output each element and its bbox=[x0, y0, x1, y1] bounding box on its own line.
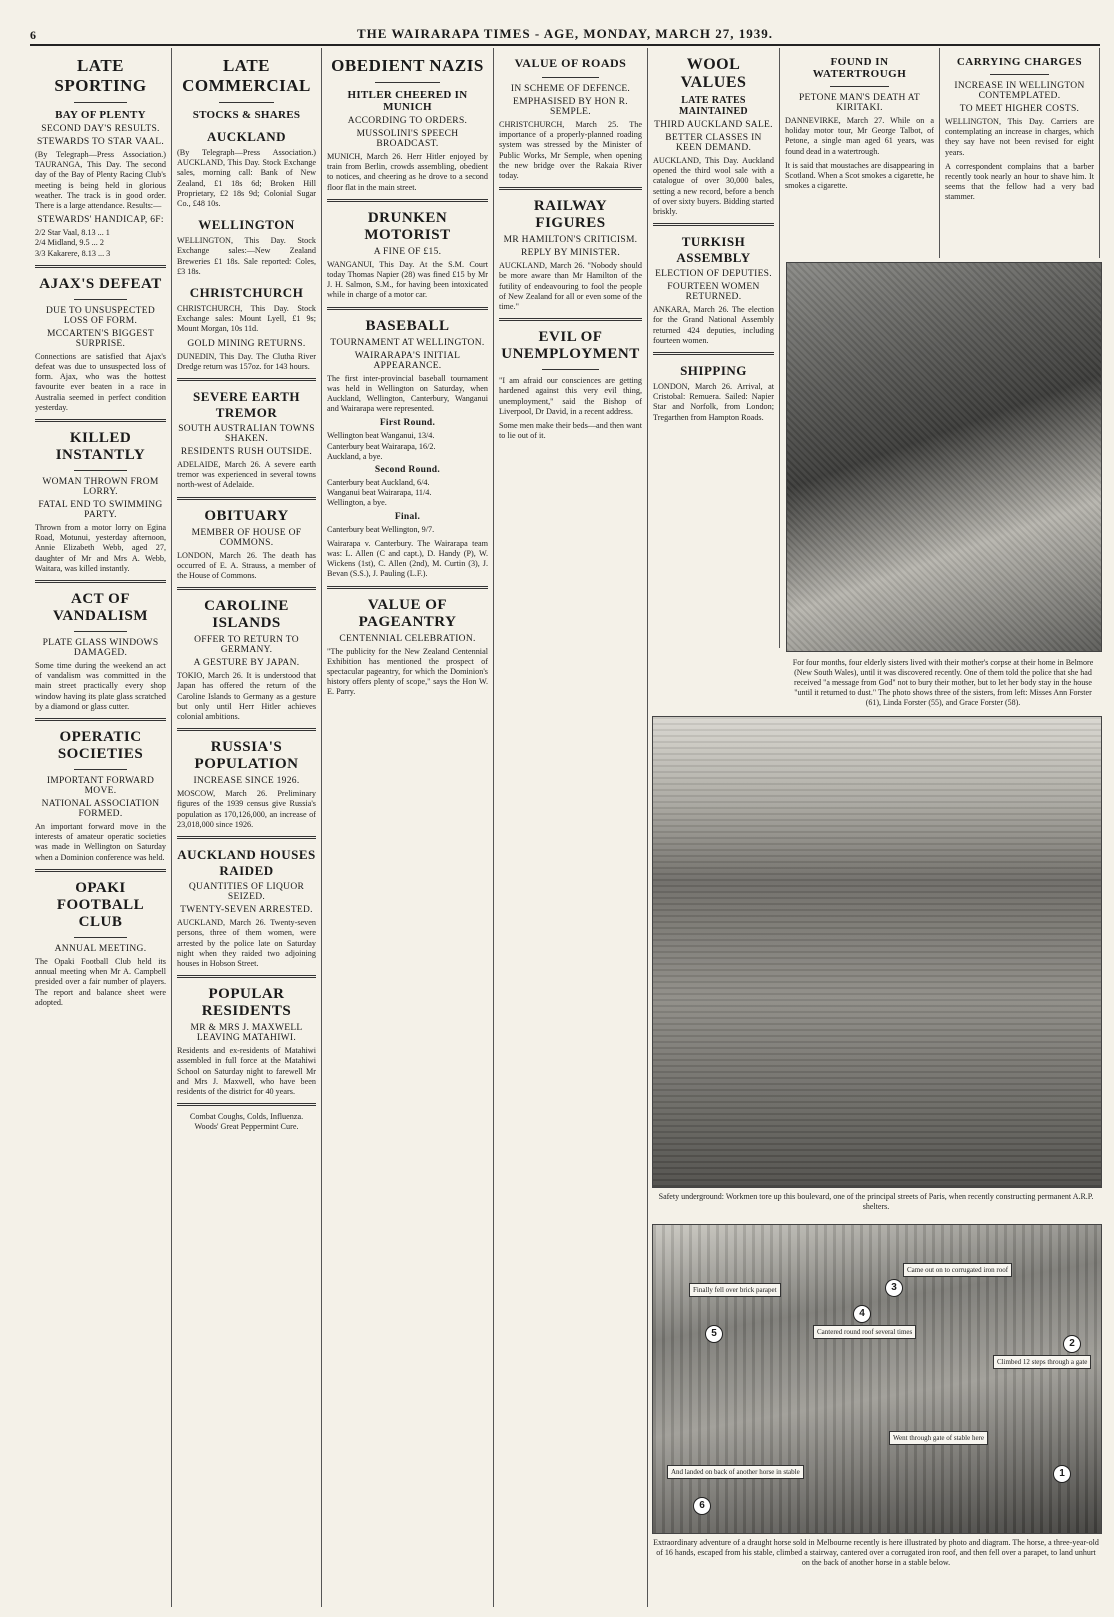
paris-photo-caption: Safety underground: Workmen tore up this boulevard, one of the principal streets of Paris, when recently constructing permanent A.R.P. shelters. bbox=[658, 1192, 1094, 1211]
article-body: (By Telegraph—Press Association.) AUCKLAND, This Day. Stock Exchange sales, morning call: Bank of New Zealand, £1 18s 6d; Broken Hill Proprietary, £2 18s 9d; Colonial Sugar Co., £48 10s. bbox=[177, 148, 316, 209]
article-body: AUCKLAND, This Day. Auckland opened the third wool sale with a catalogue of over 30,000 bales, setting a new record, before a bench of over sixty buyers. Bidding started briskly. bbox=[653, 156, 774, 217]
page-number: 6 bbox=[30, 28, 37, 42]
article-body: An important forward move in the interests of amateur operatic societies was made in Wellington on Saturday when a Dominion conference was held. bbox=[35, 822, 166, 862]
subhead: MUSSOLINI'S SPEECH BROADCAST. bbox=[356, 129, 459, 149]
result-line: Wanganui beat Wairarapa, 11/4. bbox=[327, 488, 432, 498]
article-body: ANKARA, March 26. The election for the Grand National Assembly returned 424 deputies, including fourteen women. bbox=[653, 305, 774, 345]
subhead: DUE TO UNSUSPECTED LOSS OF FORM. bbox=[45, 305, 156, 326]
race-result: 3/3 Kakarere, 8.13 ... 3 bbox=[35, 248, 111, 258]
diagram-label: Went through gate of stable here bbox=[889, 1431, 988, 1445]
subhead: EMPHASISED BY HON R. SEMPLE. bbox=[513, 97, 628, 117]
article-body: DANNEVIRKE, March 27. While on a holiday motor tour, Mr George Talbot, of Petone, a single man aged 61 years, was found dead in a watertrough. bbox=[785, 116, 934, 156]
article-body: WELLINGTON, This Day. Stock Exchange sales:—New Zealand Breweries £1 18s. Sale reported: Coles, £3 18s. bbox=[177, 236, 316, 276]
headline-houses: AUCKLAND HOUSES RAIDED bbox=[177, 847, 316, 879]
subhead: WAIRARAPA'S INITIAL APPEARANCE. bbox=[354, 350, 461, 371]
headline-obituary: OBITUARY bbox=[204, 507, 289, 524]
article-body: LONDON, March 26. The death has occurred of E. A. Strauss, a member of the House of Commons. bbox=[177, 550, 316, 581]
headline-motorist: DRUNKEN MOTORIST bbox=[364, 209, 451, 243]
article-body: MOSCOW, March 26. Preliminary figures of the 1939 census give Russia's population as 170,126,000, an increase of 23,018,000 since 1926. bbox=[177, 789, 316, 829]
subhead: WOMAN THROWN FROM LORRY. bbox=[42, 477, 159, 498]
result-line: Canterbury beat Auckland, 6/4. bbox=[327, 478, 430, 488]
article-body: DUNEDIN, This Day. The Clutha River Dredge return was 157oz. for 143 hours. bbox=[177, 351, 316, 371]
diagram-label: Came out on to corrugated iron roof bbox=[903, 1263, 1012, 1277]
article-body: WANGANUI, This Day. At the S.M. Court today Thomas Napier (28) was fined £15 by Mr J. H. Salmon, S.M., for having been intoxicated while in charge of a motor car. bbox=[327, 259, 488, 300]
headline-watertrough: FOUND IN WATERTROUGH bbox=[812, 56, 907, 80]
horse-diagram-photo bbox=[652, 1224, 1102, 1534]
subhead: MEMBER OF HOUSE OF COMMONS. bbox=[191, 527, 302, 548]
article-body: "The publicity for the New Zealand Centennial Exhibition has mentioned the prospect of spectacular pageantry, for which the Dominion's history offers plenty of scope," says the Hon W. E. Parry. bbox=[327, 646, 488, 697]
subhead: PLATE GLASS WINDOWS DAMAGED. bbox=[42, 638, 159, 659]
diagram-label: Climbed 12 steps through a gate bbox=[993, 1355, 1091, 1369]
filler-text: It is said that moustaches are disappearing in Scotland. When a Scot smokes a cigarette, he smokes a cigarette. bbox=[785, 160, 934, 191]
subhead: INCREASE SINCE 1926. bbox=[193, 776, 300, 787]
diagram-label: And landed on back of another horse in stable bbox=[667, 1465, 804, 1479]
column-6b bbox=[940, 48, 1100, 258]
sisters-photo bbox=[786, 262, 1102, 652]
race-result: 2/4 Midland, 9.5 ... 2 bbox=[35, 238, 104, 248]
article-body: ADELAIDE, March 26. A severe earth tremor was experienced in several towns north-west of Adelaide. bbox=[177, 460, 316, 490]
article-body: "I am afraid our consciences are getting hardened against this very evil thing, unemployment," said the Bishop of Liverpool, Dr David, in a recent address. bbox=[499, 376, 642, 416]
diagram-marker: 4 bbox=[853, 1305, 871, 1323]
headline-caroline: CAROLINE ISLANDS bbox=[204, 598, 289, 632]
article-body: CHRISTCHURCH, This Day. Stock Exchange sales: Mount Lyell, £1 9s; Mount Morgan, 10s 11d. bbox=[177, 304, 316, 334]
subhead: SOUTH AUSTRALIAN TOWNS SHAKEN. bbox=[178, 424, 315, 445]
filler-text: Some men make their beds—and then want to lie out of it. bbox=[499, 421, 642, 441]
headline-auckland: AUCKLAND bbox=[206, 129, 287, 144]
result-line: Wellington, a bye. bbox=[327, 498, 387, 508]
result-line: Canterbury beat Wairarapa, 16/2. bbox=[327, 441, 436, 451]
headline-popular: POPULAR RESIDENTS bbox=[201, 986, 292, 1020]
subhead: SECOND DAY'S RESULTS. bbox=[41, 124, 160, 134]
subhead: BAY OF PLENTY bbox=[55, 109, 146, 121]
subhead: TOURNAMENT AT WELLINGTON. bbox=[330, 337, 485, 348]
headline-railway: RAILWAY FIGURES bbox=[533, 198, 608, 232]
diagram-marker: 1 bbox=[1053, 1465, 1071, 1483]
article-body: Residents and ex-residents of Matahiwi assembled in full force at the Matahiwi School on Saturday night to farewell Mr and Mrs J. Maxwell, who have been residents of the district for 40 years. bbox=[177, 1046, 316, 1096]
column-2 bbox=[172, 48, 322, 1607]
subhead: ANNUAL MEETING. bbox=[54, 943, 147, 954]
round-head: Second Round. bbox=[374, 465, 441, 476]
headline-operatic: OPERATIC SOCIETIES bbox=[57, 729, 144, 763]
subhead: INCREASE IN WELLINGTON CONTEMPLATED. bbox=[954, 81, 1085, 101]
subhead: BETTER CLASSES IN KEEN DEMAND. bbox=[665, 133, 762, 153]
subhead: IMPORTANT FORWARD MOVE. bbox=[46, 776, 155, 797]
article-body: The Opaki Football Club held its annual meeting when Mr A. Campbell presided over a fair number of players. The report and balance sheet were adopted. bbox=[35, 956, 166, 1007]
subhead: ACCORDING TO ORDERS. bbox=[347, 116, 468, 126]
subhead: STOCKS & SHARES bbox=[192, 109, 301, 121]
subhead: MR & MRS J. MAXWELL LEAVING MATAHIWI. bbox=[190, 1023, 303, 1044]
result-line: Auckland, a bye. bbox=[327, 451, 383, 461]
diagram-marker: 6 bbox=[693, 1497, 711, 1515]
headline-tremor: SEVERE EARTH TREMOR bbox=[192, 389, 301, 421]
headline-turkish: TURKISH ASSEMBLY bbox=[676, 234, 751, 266]
advertisement: Combat Coughs, Colds, Influenza. Woods' Great Peppermint Cure. bbox=[189, 1112, 304, 1132]
article-body: (By Telegraph—Press Association.) TAURANGA, This Day. The second day of the Bay of Plenty Racing Club's meeting is being held in glorious weather. The track is in good order. There is a large attendance. Results:— bbox=[35, 150, 166, 211]
article-body: TOKIO, March 26. It is understood that Japan has offered the return of the Caroline Islands to Germany as a gesture but only until Herr Hitler achieves colonial ambitions. bbox=[177, 671, 316, 722]
subhead: NATIONAL ASSOCIATION FORMED. bbox=[41, 799, 160, 820]
article-body: Connections are satisfied that Ajax's defeat was due to unsuspected loss of form. Ajax, who was the hottest favourite ever beaten in a race in Australia seemed in perfect condition yesterday. bbox=[35, 351, 166, 412]
column-4 bbox=[494, 48, 648, 1607]
diagram-marker: 2 bbox=[1063, 1335, 1081, 1353]
diagram-marker: 5 bbox=[705, 1325, 723, 1343]
race-title: STEWARDS' HANDICAP, 6F: bbox=[37, 215, 164, 226]
article-body: AUCKLAND, March 26. "Nobody should be more aware than Mr Hamilton of the futility of endeavouring to fool the people of New Zealand for all or even some of the time." bbox=[499, 261, 642, 312]
subhead: QUANTITIES OF LIQUOR SEIZED. bbox=[188, 882, 305, 903]
article-body: MUNICH, March 26. Herr Hitler enjoyed by train from Berlin, crowds assembling, obedient to notices, and cheering as he drove to a second floor flat in the main street. bbox=[327, 152, 488, 192]
subhead: LATE RATES MAINTAINED bbox=[679, 95, 748, 117]
subhead: FATAL END TO SWIMMING PARTY. bbox=[38, 500, 163, 521]
diagram-label: Finally fell over brick parapet bbox=[689, 1283, 781, 1297]
paris-photo bbox=[652, 716, 1102, 1188]
column-5 bbox=[648, 48, 780, 648]
round-head: First Round. bbox=[379, 418, 436, 429]
subhead: TO MEET HIGHER COSTS. bbox=[959, 104, 1080, 114]
result-line: Wellington beat Wanganui, 13/4. bbox=[327, 431, 435, 441]
headline-carrying: CARRYING CHARGES bbox=[956, 56, 1083, 68]
column-1 bbox=[30, 48, 172, 1607]
headline-late-commercial: LATE COMMERCIAL bbox=[182, 56, 311, 95]
headline-wool: WOOL VALUES bbox=[680, 56, 747, 91]
sisters-photo-caption: For four months, four elderly sisters lived with their mother's corpse at their home in Belmore (New South Wales), until it was discovered recently. One of them told the police that she had received "a message from God" not to bury their mother, but to let her body stay in the house "until it returned to dust." The photo shows three of the sisters, from left: Misses Ann Forster (61), Linda Forster (55), and Grace Forster (58). bbox=[792, 658, 1094, 707]
headline-unemployment: EVIL OF UNEMPLOYMENT bbox=[501, 329, 640, 363]
subhead: CENTENNIAL CELEBRATION. bbox=[339, 633, 476, 644]
article-body: LONDON, March 26. Arrival, at Cristobal: Remuera. Sailed: Napier Star and Norfolk, from London; Tregarthen from Hampton Roads. bbox=[653, 382, 774, 422]
subhead: IN SCHEME OF DEFENCE. bbox=[510, 84, 631, 94]
round-head: Final. bbox=[394, 511, 421, 522]
headline-shipping: SHIPPING bbox=[680, 363, 747, 379]
article-body: WELLINGTON, This Day. Carriers are contemplating an increase in charges, which they say have not been revised for eight years. bbox=[945, 117, 1094, 157]
subhead: STEWARDS TO STAR VAAL. bbox=[36, 137, 165, 147]
article-body: AUCKLAND, March 26. Twenty-seven persons, three of them women, were arrested by the police late on Saturday night when they raided two adjoining houses in Hobson Street. bbox=[177, 918, 316, 968]
filler-text: A correspondent complains that a barber recently took nearly an hour to shave him. It seems that the fellow had a very bad stammer. bbox=[945, 161, 1094, 202]
subhead: A FINE OF £15. bbox=[373, 246, 442, 257]
subhead: MCCARTEN'S BIGGEST SURPRISE. bbox=[46, 328, 155, 349]
headline-nazis: OBEDIENT NAZIS bbox=[331, 56, 484, 75]
headline-ajax: AJAX'S DEFEAT bbox=[39, 275, 162, 292]
subhead: RESIDENTS RUSH OUTSIDE. bbox=[180, 447, 313, 458]
subhead: HITLER CHEERED IN MUNICH bbox=[347, 89, 468, 113]
headline-roads: VALUE OF ROADS bbox=[514, 56, 627, 70]
article-body: The first inter-provincial baseball tournament was held in Wellington on Saturday, when Auckland, Wellington, Canterbury, Wanganui and Wairarapa were represented. bbox=[327, 373, 488, 414]
headline-opaki: OPAKI FOOTBALL CLUB bbox=[56, 879, 145, 930]
headline-pageantry: VALUE OF PAGEANTRY bbox=[358, 596, 457, 630]
headline-late-sporting: LATE SPORTING bbox=[54, 56, 147, 95]
article-body: Wairarapa v. Canterbury. The Wairarapa team was: L. Allen (C and capt.), D. Handy (P), W. Wickens (1st), C. Allen (2nd), M. Curtin (3), J. Bevan (S.S.), J. Pauling (L.F.). bbox=[327, 538, 488, 579]
subhead: REPLY BY MINISTER. bbox=[520, 248, 620, 259]
race-result: 2/2 Star Vaal, 8.13 ... 1 bbox=[35, 228, 110, 238]
article-body: Thrown from a motor lorry on Egina Road, Motunui, yesterday afternoon, Annie Elizabeth Webb, aged 27, daughter of Mr and Mrs A. Webb, Waitara, was killed instantly. bbox=[35, 523, 166, 573]
column-3 bbox=[322, 48, 494, 1607]
diagram-marker: 3 bbox=[885, 1279, 903, 1297]
headline-killed: KILLED INSTANTLY bbox=[55, 430, 146, 464]
subhead: PETONE MAN'S DEATH AT KIRITAKI. bbox=[798, 93, 921, 113]
diagram-label: Cantered round roof several times bbox=[813, 1325, 916, 1339]
subhead: ELECTION OF DEPUTIES. bbox=[655, 269, 772, 280]
headline-baseball: BASEBALL bbox=[365, 317, 450, 334]
article-body: CHRISTCHURCH, March 25. The importance of a properly-planned roading system was stressed by the Minister of Public Works, Mr Semple, when opening the new bridge over the Rakaia River today. bbox=[499, 120, 642, 181]
headline-russia: RUSSIA'S POPULATION bbox=[194, 739, 299, 773]
subhead: THIRD AUCKLAND SALE. bbox=[654, 120, 773, 130]
masthead bbox=[30, 22, 1100, 46]
headline-christchurch: CHRISTCHURCH bbox=[189, 285, 304, 301]
subhead: TWENTY-SEVEN ARRESTED. bbox=[180, 905, 313, 916]
headline-vandalism: ACT OF VANDALISM bbox=[52, 591, 149, 625]
subhead: GOLD MINING RETURNS. bbox=[187, 338, 306, 349]
subhead: OFFER TO RETURN TO GERMANY. bbox=[194, 635, 299, 656]
subhead: MR HAMILTON'S CRITICISM. bbox=[503, 235, 638, 246]
subhead: A GESTURE BY JAPAN. bbox=[193, 658, 300, 669]
headline-wellington: WELLINGTON bbox=[198, 217, 295, 233]
result-line: Canterbury beat Wellington, 9/7. bbox=[327, 524, 435, 534]
article-body: Some time during the weekend an act of vandalism was committed in the main street practically every shop window having its plate glass scratched by a diamond or glass cutter. bbox=[35, 661, 166, 711]
horse-diagram-caption: Extraordinary adventure of a draught horse sold in Melbourne recently is here illustrated by photo and diagram. The horse, a three-year-old of 16 hands, escaped from his stable, climbed a stairway, cantered over a corrugated iron roof, and then fell over a parapet, to land unhurt on the back of another horse in a stable below. bbox=[653, 1538, 1099, 1567]
column-6a bbox=[780, 48, 940, 258]
newspaper-title: THE WAIRARAPA TIMES - AGE, MONDAY, MARCH 27, 1939. bbox=[357, 26, 773, 41]
subhead: FOURTEEN WOMEN RETURNED. bbox=[667, 282, 760, 303]
